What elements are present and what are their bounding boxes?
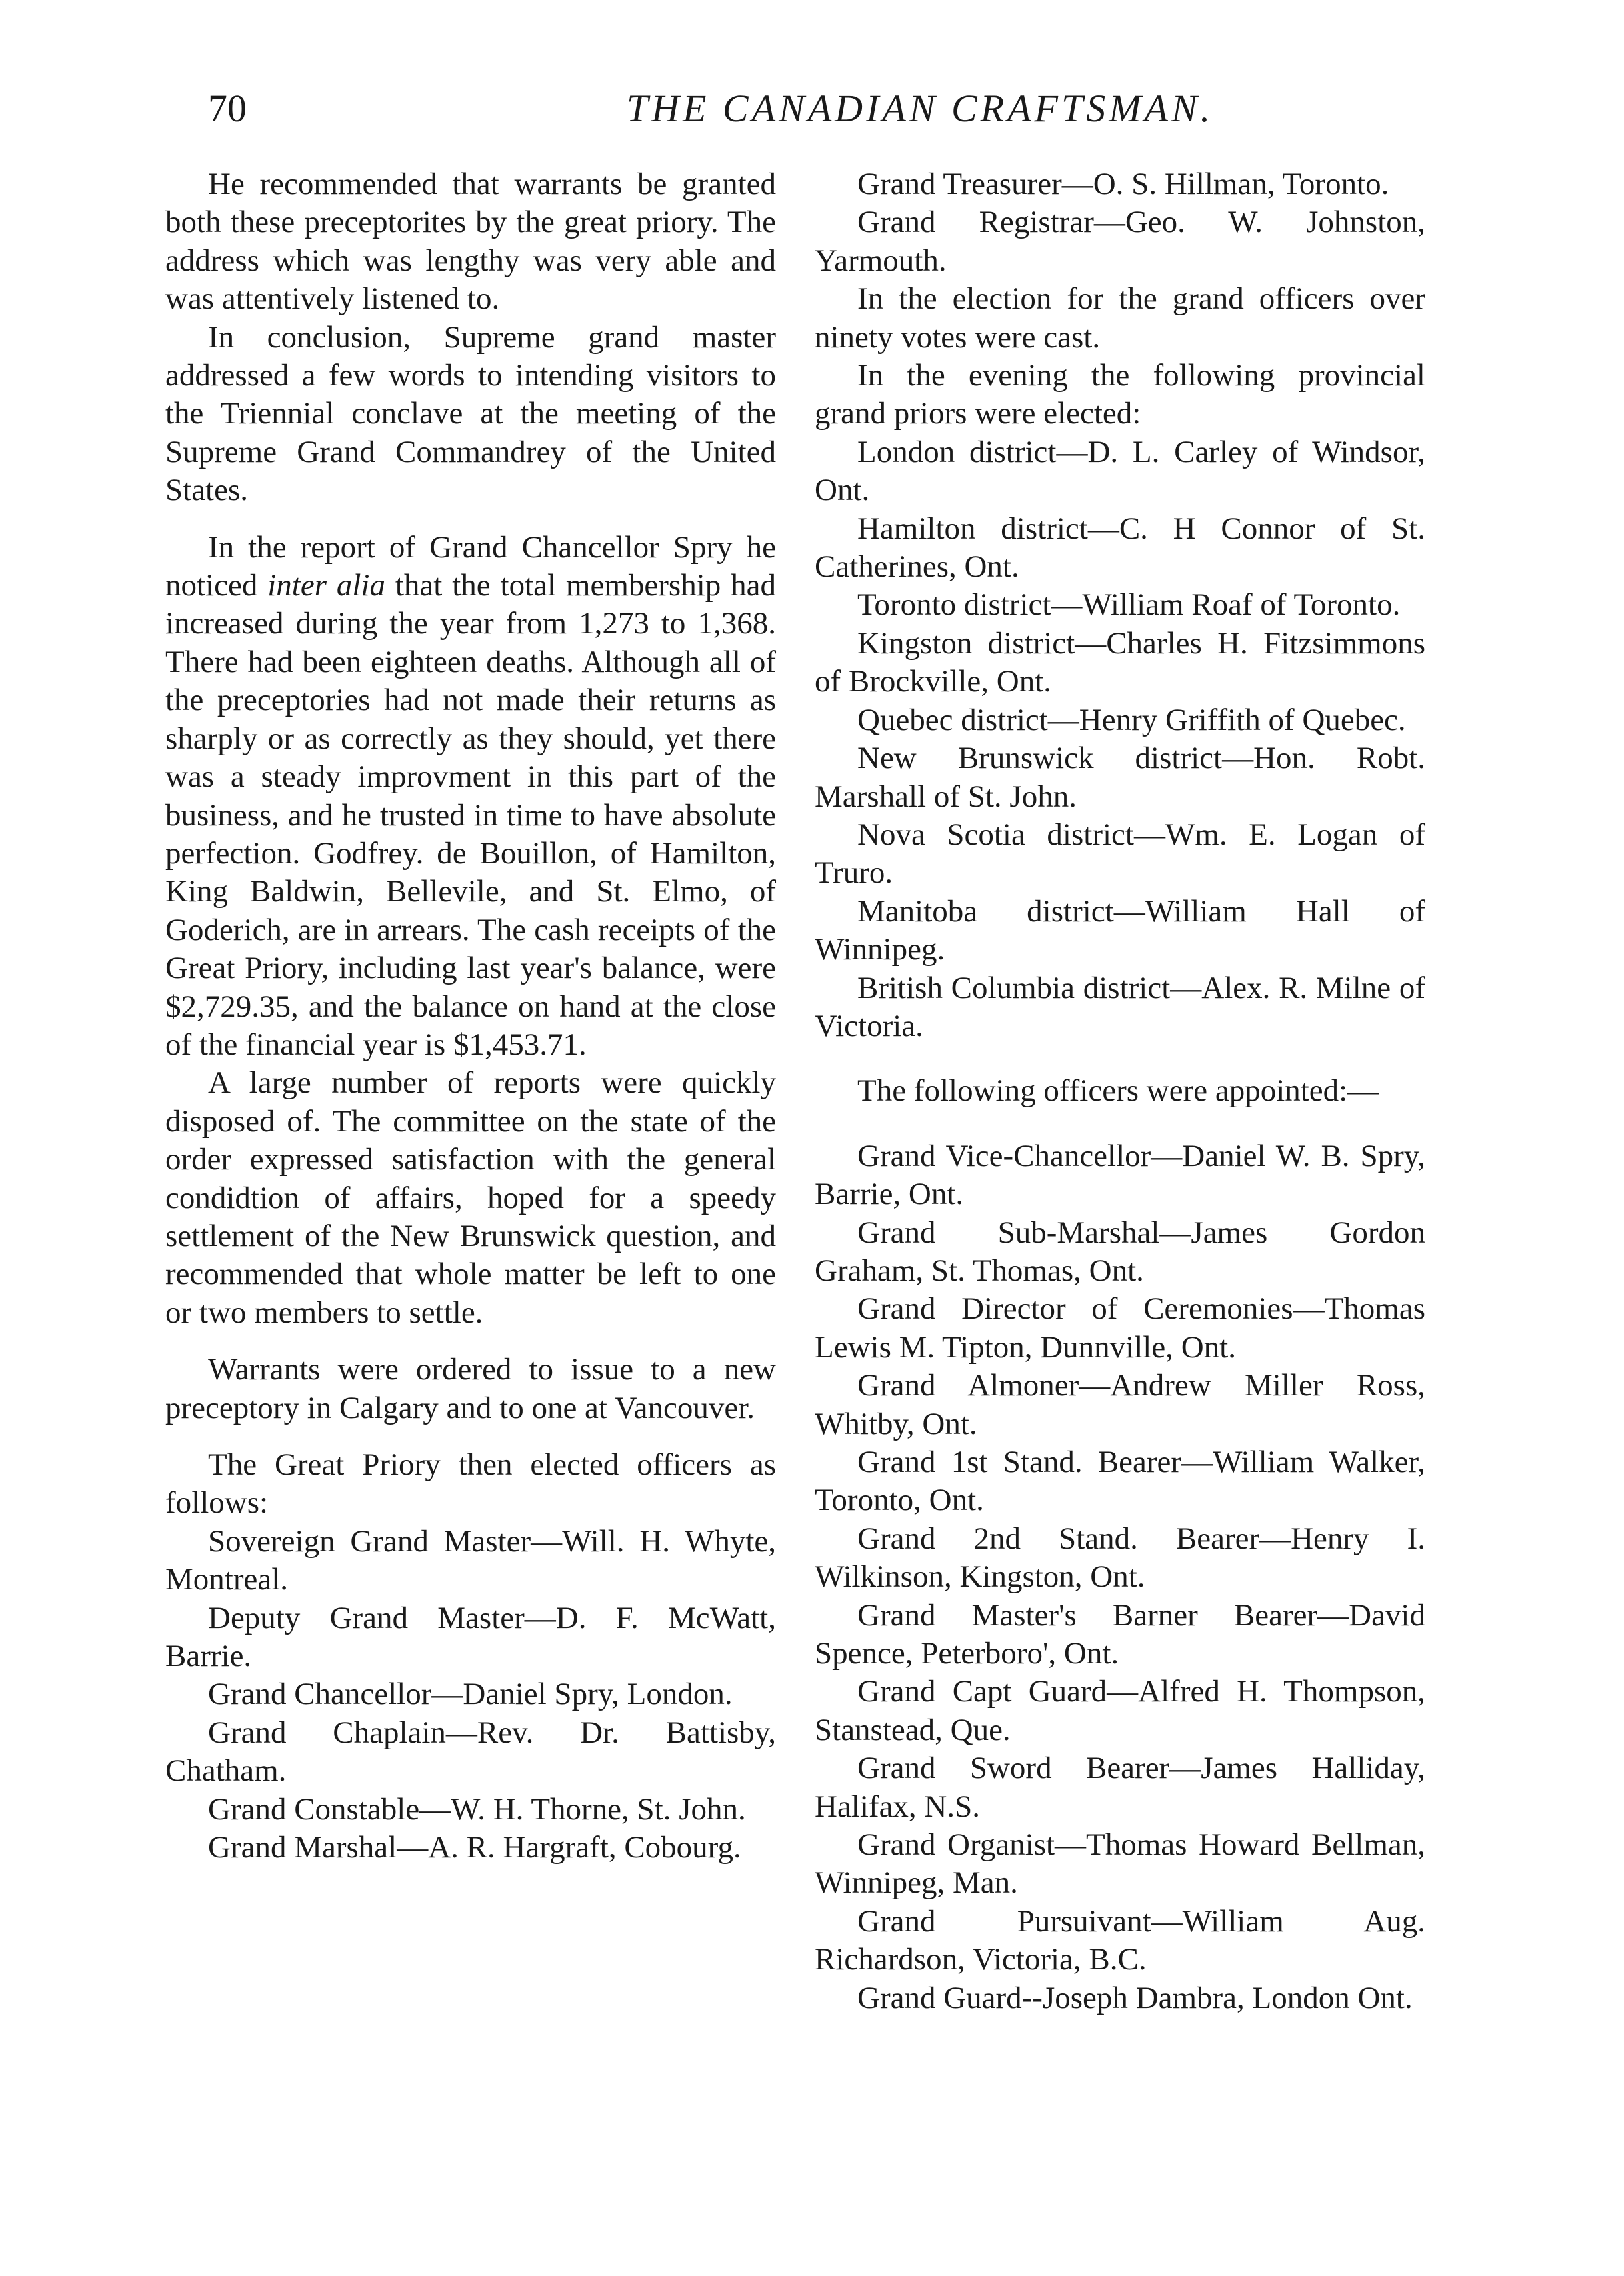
paragraph-committee-reports: A large number of reports were quickly disposed of. The committee on the state of the order expressed satisfaction with the general condidtion of affairs, hoped for a speedy settlement of the New Brunswick question, and recommended that whole matter be left to one or two members to settle. — [165, 1065, 776, 1330]
paragraph-elected-intro: The Great Priory then elected officers as follows: — [165, 1447, 776, 1521]
officer-entry: Grand Marshal—A. R. Hargraft, Cobourg. — [208, 1830, 741, 1865]
appointed-entry: Grand Sub-Marshal—James Gordon Graham, St. Thomas, Ont. — [815, 1215, 1425, 1288]
appointed-entry: Grand 1st Stand. Bearer—William Walker, Toronto, Ont. — [815, 1445, 1425, 1518]
appointed-entry: Grand Almoner—Andrew Miller Ross, Whitby, Ont. — [815, 1368, 1425, 1441]
appointed-entry: Grand Guard--Joseph Dambra, London Ont. — [857, 1980, 1413, 2015]
paragraph-conclusion: In conclusion, Supreme grand master addressed a few words to intending visitors to the Triennial conclave at the meeting of the Supreme Grand Commandrey of the United States. — [165, 319, 776, 508]
district-entry: London district—D. L. Carley of Windsor, Ont. — [815, 434, 1425, 508]
running-title: THE CANADIAN CRAFTSMAN. — [626, 87, 1214, 130]
district-entry: Kingston district—Charles H. Fitzsimmons of Brockville, Ont. — [815, 625, 1425, 699]
appointed-entry: Grand Director of Ceremonies—Thomas Lewis M. Tipton, Dunnville, Ont. — [815, 1291, 1425, 1365]
paragraph-appointed-intro: The following officers were appointed:— — [857, 1073, 1379, 1109]
district-entry: Hamilton district—C. H Connor of St. Catherines, Ont. — [815, 511, 1425, 585]
district-entry: British Columbia district—Alex. R. Milne of Victoria. — [815, 970, 1425, 1043]
district-entry: Nova Scotia district—Wm. E. Logan of Truro. — [815, 817, 1425, 891]
report-text-before: In the report of Grand Chancellor Spry he noticed — [165, 529, 776, 603]
report-text-after: that the total membership had increased during the year from 1,273 to 1,368. There had been eighteen deaths. Although all of the preceptories had not made their returns as sharply or as correctly as they should, yet there was a steady improvment in this part of the business, and he trusted in time to have absolute perfection. Godfrey. de Bouillon, of Hamilton, King Baldwin, Bellevile, and St. Elmo, of Goderich, are in arrears. The cash receipts of the Great Priory, including last year's balance, were $2,729.35, and the balance on hand at the close of the financial year is $1,453.71. — [165, 568, 776, 1062]
appointed-entry: Grand Capt Guard—Alfred H. Thompson, Stanstead, Que. — [815, 1674, 1425, 1747]
district-entry: New Brunswick district—Hon. Robt. Marshall of St. John. — [815, 741, 1425, 814]
officer-entry: Grand Treasurer—O. S. Hillman, Toronto. — [857, 167, 1389, 201]
paragraph-warrants-ordered: Warrants were ordered to issue to a new preceptory in Calgary and to one at Vancouver. — [165, 1352, 776, 1425]
officer-entry: Grand Chancellor—Daniel Spry, London. — [208, 1677, 733, 1712]
paragraph-chancellor-report — [165, 529, 776, 1065]
appointed-entry: Grand Vice-Chancellor—Daniel W. B. Spry, Barrie, Ont. — [815, 1138, 1425, 1212]
district-entry: Quebec district—Henry Griffith of Quebec. — [857, 702, 1406, 737]
page-header — [0, 79, 1624, 139]
paragraph-provincial-intro: In the evening the following provincial grand priors were elected: — [815, 358, 1425, 431]
appointed-entry: Grand Pursuivant—William Aug. Richardson, Victoria, B.C. — [815, 1903, 1425, 1977]
report-text-italic: inter alia — [267, 568, 385, 603]
officer-entry: Grand Chaplain—Rev. Dr. Battisby, Chatham. — [165, 1715, 776, 1789]
officer-entry: Grand Constable—W. H. Thorne, St. John. — [208, 1791, 746, 1827]
page-number: 70 — [208, 87, 247, 130]
appointed-entry: Grand 2nd Stand. Bearer—Henry I. Wilkinson, Kingston, Ont. — [815, 1521, 1425, 1595]
paragraph-election-votes: In the election for the grand officers over ninety votes were cast. — [815, 281, 1425, 355]
left-column — [165, 165, 776, 1867]
officer-entry: Sovereign Grand Master—Will. H. Whyte, Montreal. — [165, 1523, 776, 1597]
right-column — [815, 165, 1425, 2017]
district-entry: Toronto district—William Roaf of Toronto. — [857, 587, 1401, 623]
officer-entry: Deputy Grand Master—D. F. McWatt, Barrie. — [165, 1600, 776, 1674]
district-entry: Manitoba district—William Hall of Winnipeg. — [815, 893, 1425, 967]
appointed-entry: Grand Sword Bearer—James Halliday, Halifax, N.S. — [815, 1751, 1425, 1824]
appointed-entry: Grand Organist—Thomas Howard Bellman, Winnipeg, Man. — [815, 1827, 1425, 1901]
officer-entry: Grand Registrar—Geo. W. Johnston, Yarmouth. — [815, 205, 1425, 278]
appointed-entry: Grand Master's Barner Bearer—David Spence, Peterboro', Ont. — [815, 1597, 1425, 1671]
paragraph-warrants-recommended: He recommended that warrants be granted both these preceptorites by the great priory. The address which was lengthy was very able and was attentively listened to. — [165, 167, 776, 317]
